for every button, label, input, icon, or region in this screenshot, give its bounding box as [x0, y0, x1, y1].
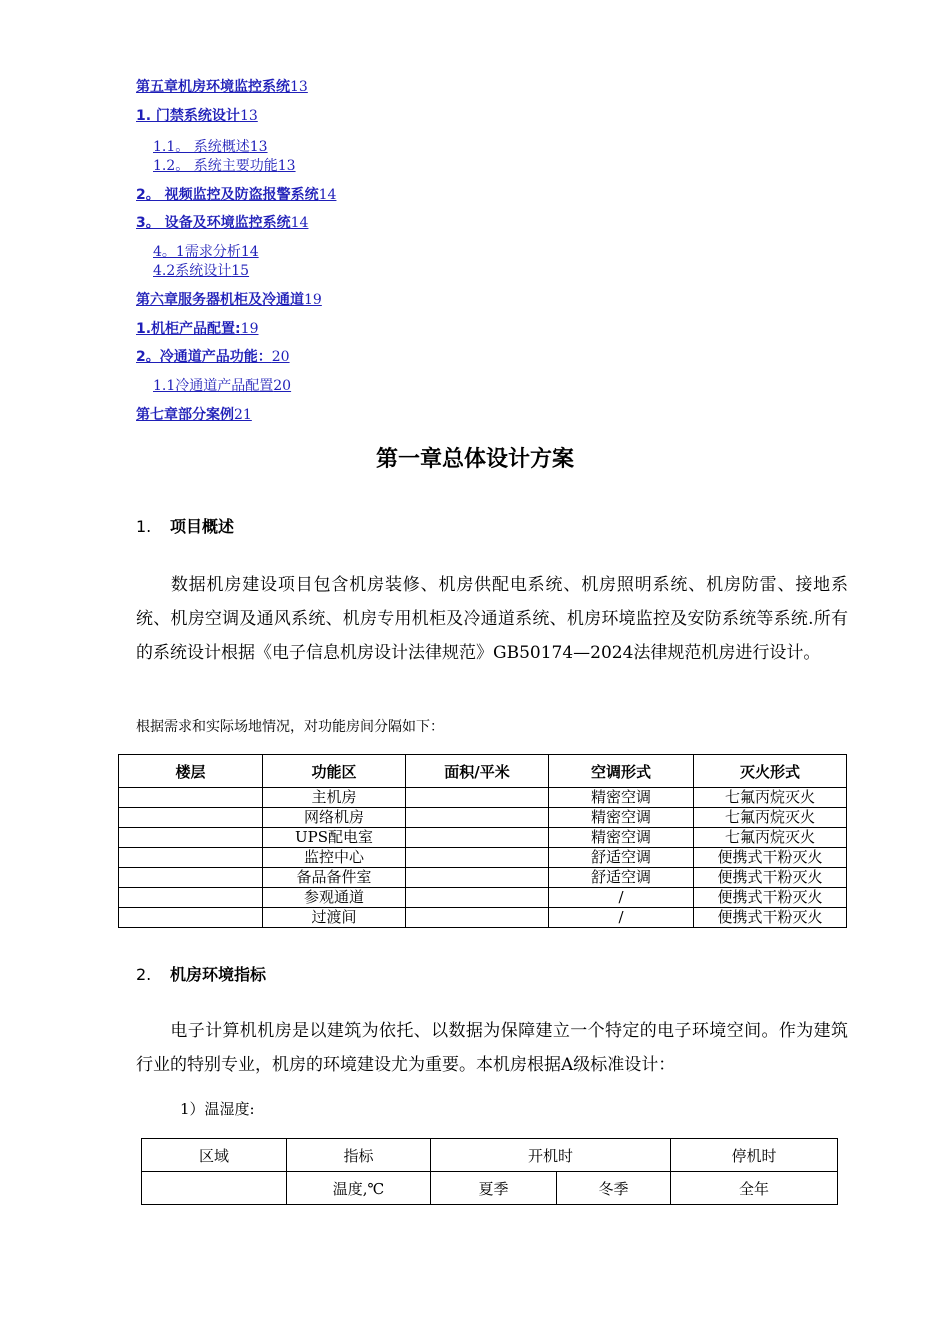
table-cell [119, 908, 263, 928]
table-row [119, 888, 847, 908]
header-area: 区域 [142, 1139, 287, 1172]
toc-entry-text: 1. 门禁系统设计 [136, 108, 240, 124]
toc-entry-text: 第七章部分案例 [136, 407, 234, 423]
table-cell: 备品备件室 [263, 868, 406, 888]
toc-entry-page: 13 [290, 79, 308, 95]
table-cell [406, 888, 549, 908]
toc-entry-text: 2。 视频监控及防盗报警系统 [136, 187, 319, 203]
table-cell: UPS配电室 [263, 828, 406, 848]
toc-entry-page: 14 [318, 187, 337, 203]
toc-entry-text: 3。 设备及环境监控系统 [136, 215, 291, 231]
toc-entry-text: 1.机柜产品配置: [136, 321, 241, 337]
table-cell [406, 908, 549, 928]
table-cell [119, 788, 263, 808]
toc-entry-text: 1.1冷通道产品配置 [153, 378, 274, 394]
cell-all-year: 全年 [671, 1172, 838, 1205]
table-cell: 参观通道 [263, 888, 406, 908]
toc-entry[interactable] [153, 375, 291, 395]
table-cell: 网络机房 [263, 808, 406, 828]
table-cell: 七氟丙烷灭火 [694, 828, 847, 848]
table-cell: 主机房 [263, 788, 406, 808]
table-intro-text: 根据需求和实际场地情况，对功能房间分隔如下： [136, 719, 444, 735]
toc-entry[interactable] [153, 155, 296, 175]
toc-entry-text: 1.2。 系统主要功能 [153, 158, 278, 174]
cell-summer: 夏季 [431, 1172, 557, 1205]
toc-entry-text: 第五章机房环境监控系统 [136, 79, 290, 95]
toc-entry-page: 14 [240, 244, 259, 260]
toc-entry-page: 19 [304, 292, 322, 308]
section-heading-project-overview [136, 514, 234, 537]
toc-entry-page: 15 [231, 263, 250, 279]
table-cell [119, 888, 263, 908]
column-header: 楼层 [119, 755, 263, 788]
toc-entry[interactable] [153, 136, 268, 156]
table-cell [119, 808, 263, 828]
toc-entry-text: 2。冷通道产品功能： [136, 349, 272, 365]
table-cell: 过渡间 [263, 908, 406, 928]
table-row [119, 868, 847, 888]
table-cell: / [549, 908, 694, 928]
table-cell: 便携式干粉灭火 [694, 868, 847, 888]
toc-entry[interactable] [136, 346, 290, 366]
toc-entry[interactable] [136, 105, 258, 125]
toc-entry[interactable] [136, 289, 322, 309]
table-cell: 七氟丙烷灭火 [694, 788, 847, 808]
toc-entry-text: 4.2系统设计 [153, 263, 232, 279]
paragraph-text: 数据机房建设项目包含机房装修、机房供配电系统、机房照明系统、机房防雷、接地系统、机房空调及通风系统、机房专用机柜及冷通道系统、机房环境监控及安防系统等系统.所有的系统设计根据《电子信息机房设计法律规范》GB50174—2024法律规范机房进行设计。 [136, 575, 848, 663]
paragraph-text: 电子计算机机房是以建筑为依托、以数据为保障建立一个特定的电子环境空间。作为建筑行业的特别专业，机房的环境建设尤为重要。本机房根据A级标准设计： [136, 1021, 848, 1075]
table-cell [406, 828, 549, 848]
toc-entry[interactable] [136, 212, 308, 232]
table-cell [406, 788, 549, 808]
section-number: 1. [136, 517, 152, 536]
table-cell: 监控中心 [263, 848, 406, 868]
table-row [119, 808, 847, 828]
table-cell [406, 808, 549, 828]
table-cell: 精密空调 [549, 828, 694, 848]
toc-entry-page: 13 [249, 139, 268, 155]
header-index: 指标 [287, 1139, 431, 1172]
toc-entry-page: 14 [290, 215, 309, 231]
room-function-table [118, 754, 847, 928]
table-row [119, 788, 847, 808]
toc-entry[interactable] [136, 76, 308, 96]
table-row [142, 1172, 838, 1205]
toc-entry-text: 第六章服务器机柜及冷通道 [136, 292, 304, 308]
cell-area [142, 1172, 287, 1205]
column-header: 功能区 [263, 755, 406, 788]
section-title: 项目概述 [170, 517, 235, 536]
toc-entry-page: 13 [277, 158, 296, 174]
toc-entry[interactable] [153, 260, 249, 280]
toc-entry[interactable] [136, 318, 259, 338]
table-cell [406, 848, 549, 868]
table-cell: 七氟丙烷灭火 [694, 808, 847, 828]
section-heading-environment-index [136, 962, 266, 985]
sub-item-temperature-humidity: 1）温湿度: [180, 1100, 255, 1118]
project-overview-paragraph [136, 568, 848, 670]
table-cell: / [549, 888, 694, 908]
table-cell: 便携式干粉灭火 [694, 908, 847, 928]
cell-index: 温度,℃ [287, 1172, 431, 1205]
column-header: 空调形式 [549, 755, 694, 788]
table-cell: 舒适空调 [549, 848, 694, 868]
table-cell: 精密空调 [549, 808, 694, 828]
table-cell [119, 848, 263, 868]
table-header-row [142, 1139, 838, 1172]
header-stopped: 停机时 [671, 1139, 838, 1172]
environment-index-table [141, 1138, 838, 1205]
table-cell: 便携式干粉灭火 [694, 848, 847, 868]
table-cell: 舒适空调 [549, 868, 694, 888]
table-cell [406, 868, 549, 888]
table-cell: 精密空调 [549, 788, 694, 808]
chapter-title: 第一章总体设计方案 [375, 447, 574, 472]
table-header-row [119, 755, 847, 788]
table-cell [119, 868, 263, 888]
toc-entry-page: 20 [273, 378, 292, 394]
cell-winter: 冬季 [557, 1172, 671, 1205]
toc-entry-text: 1.1。 系统概述 [153, 139, 250, 155]
toc-entry-page: 21 [234, 407, 252, 423]
environment-paragraph [136, 1014, 848, 1082]
toc-entry-page: 19 [240, 321, 259, 337]
table-row [119, 848, 847, 868]
section-number: 2. [136, 965, 152, 984]
table-cell: 便携式干粉灭火 [694, 888, 847, 908]
section-title: 机房环境指标 [170, 965, 267, 984]
table-cell [119, 828, 263, 848]
toc-entry-page: 13 [239, 108, 258, 124]
toc-entry-text: 4。1需求分析 [153, 244, 241, 260]
column-header: 灭火形式 [694, 755, 847, 788]
toc-entry[interactable] [136, 404, 252, 424]
table-row [119, 908, 847, 928]
toc-entry-page: 20 [271, 349, 290, 365]
toc-entry[interactable] [153, 241, 259, 261]
toc-entry[interactable] [136, 184, 336, 204]
header-running: 开机时 [431, 1139, 671, 1172]
column-header: 面积/平米 [406, 755, 549, 788]
table-row [119, 828, 847, 848]
